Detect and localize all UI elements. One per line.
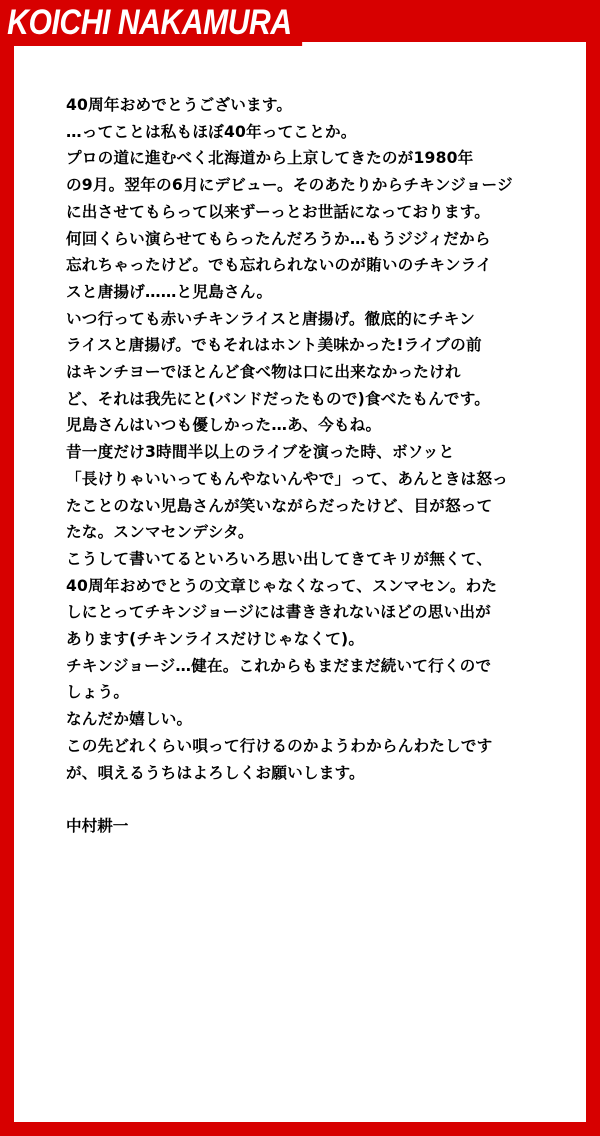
signature: 中村耕一: [66, 816, 129, 835]
letter-line: 「長けりゃいいってもんやないんやで」って、あんときは怒っ: [66, 469, 508, 488]
letter-line: はキンチヨーでほとんど食べ物は口に出来なかったけれ: [66, 363, 461, 382]
letter-line: スと唐揚げ……と児島さん。: [66, 282, 273, 301]
letter-line: なんだか嬉しい。: [66, 710, 193, 729]
letter-line: たことのない児島さんが笑いながらだったけど、目が怒って: [66, 496, 493, 515]
letter-line: たな。スンマセンデシタ。: [66, 523, 254, 542]
letter-line: プロの道に進むべく北海道から上京してきたのが1980年: [66, 149, 474, 168]
letter-line: 昔一度だけ3時間半以上のライブを演った時、ボソッと: [66, 443, 455, 462]
letter-line: の9月。翌年の6月にデビュー。そのあたりからチキンジョージ: [66, 176, 513, 195]
letter-line: 40周年おめでとうの文章じゃなくなって、スンマセン。わた: [66, 576, 498, 595]
letter-line: あります(チキンライスだけじゃなくて)。: [66, 630, 365, 649]
letter-line: に出させてもらって以来ずーっとお世話になっております。: [66, 202, 491, 221]
letter-line: 児島さんはいつも優しかった…あ、今もね。: [66, 416, 382, 435]
message-letter: [66, 92, 536, 840]
letter-line: チキンジョージ…健在。これからもまだまだ続いて行くので: [66, 656, 492, 675]
letter-line: 40周年おめでとうございます。: [66, 96, 293, 114]
letter-line: この先どれくらい唄って行けるのかようわからんわたしです: [66, 736, 493, 755]
letter-line: いつ行っても赤いチキンライスと唐揚げ。徹底的にチキン: [66, 309, 476, 328]
author-name-header: KOICHI NAKAMURA: [2, 4, 302, 46]
letter-line: こうして書いてるといろいろ思い出してきてキリが無くて、: [66, 549, 493, 568]
letter-line: 何回くらい演らせてもらったんだろうか…もうジジィだから: [66, 229, 491, 248]
letter-line: しにとってチキンジョージには書ききれないほどの思い出が: [66, 603, 491, 622]
letter-line: が、唄えるうちはよろしくお願いします。: [66, 763, 365, 782]
letter-line: 忘れちゃったけど。でも忘れられないのが賄いのチキンライ: [66, 256, 492, 275]
letter-line: …ってことは私もほぼ40年ってことか。: [66, 122, 357, 141]
letter-line: ど、それは我先にと(バンドだったもので)食べたもんです。: [66, 389, 491, 408]
letter-line: しょう。: [66, 683, 130, 702]
letter-line: ライスと唐揚げ。でもそれはホント美味かった!ライブの前: [66, 336, 482, 355]
